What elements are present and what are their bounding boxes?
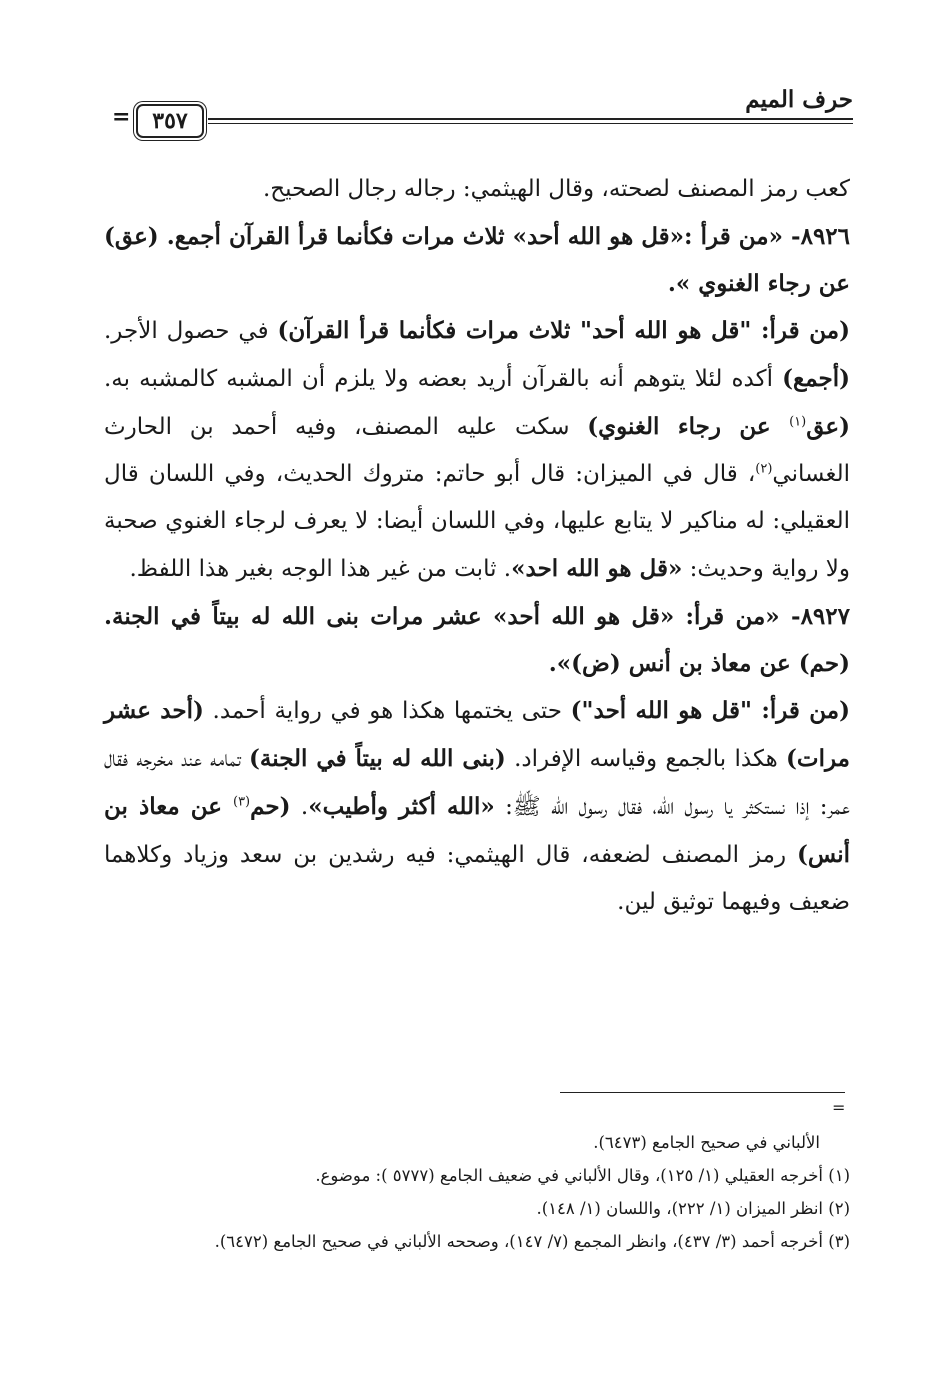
commentary-text: أكده لئلا يتوهم أنه بالقرآن أريد بعضه ولا يلزم أن المشبه كالمشبه به. (104, 366, 783, 392)
commentary-text: . ثابت من غير هذا الوجه بغير هذا اللفظ. (129, 556, 512, 582)
hadith-8926: ٨٩٢٦- «من قرأ :«قل هو الله أحد» ثلاث مرات فكأنما قرأ القرآن أجمع. (عق) عن رجاء الغنوي ». (104, 223, 851, 297)
lemma-text: "قل هو الله أحد") (570, 697, 752, 724)
continuation-line: كعب رمز المصنف لصحته، وقال الهيثمي: رجاله رجال الصحيح. (262, 176, 850, 202)
lemma-text: عن معاذ بن أنس) (104, 793, 850, 868)
lemma-text: (بنى الله له بيتاً في الجنة) (249, 745, 506, 772)
lemma-text: (من قرأ: (751, 317, 850, 344)
footnote-3: (٣) أخرجه أحمد (٣/ ٤٣٧)، وانظر المجمع (٧/ ١٤٧)، وصححه الألباني في صحيح الجامع (٦٤٧٢). (214, 1232, 850, 1251)
header-eq-mark: = (112, 104, 131, 130)
footnote-ref-1: (١) (789, 414, 807, 430)
lemma-text: «قل هو الله احد» (511, 555, 683, 582)
footnote-continuation: الألباني في صحيح الجامع (٦٤٧٣). (593, 1133, 820, 1152)
commentary-8926 (104, 307, 850, 593)
commentary-text: سكت عليه المصنف، وفيه أحمد بن الحارث الغساني (104, 414, 850, 487)
lemma-text: "قل هو الله أحد" ثلاث مرات فكأنما قرأ القرآن) (277, 317, 752, 344)
commentary-text: رمز المصنف لضعفه، قال الهيثمي: فيه رشدين بن سعد وزياد وكلاهما ضعيف وفيهما توثيق لين. (104, 842, 850, 915)
lemma-text: عن رجاء الغنوي) (587, 413, 790, 440)
header-rule-thin (208, 123, 853, 124)
commentary-text: . (290, 794, 309, 820)
commentary-text: تمامه عند مخرجه فقال عمر: إذا نستكثر يا رسول الله، فقال رسول الله ﷺ: (104, 746, 850, 820)
page-number: ٣٥٧ (136, 104, 204, 138)
commentary-text: حتى يختمها هكذا هو في رواية أحمد. (203, 698, 571, 724)
hadith-8927: ٨٩٢٧- «من قرأ: «قل هو الله أحد» عشر مرات بنى الله له بيتاً في الجنة. (حم) عن معاذ بن أنس (ض)». (104, 603, 850, 677)
footnotes (104, 1126, 850, 1258)
lemma-text: «الله أكثر وأطيب» (308, 793, 495, 820)
main-text (104, 166, 850, 926)
footnote-2: (٢) انظر الميزان (١/ ٢٢٢)، واللسان (١/ ١٤٨). (536, 1199, 850, 1218)
commentary-text: في حصول الأجر. (104, 318, 278, 344)
commentary-text: هكذا بالجمع وقياسه الإفراد. (505, 746, 787, 772)
footnote-eq-mark: = (832, 1098, 846, 1117)
footnote-ref-2: (٢) (755, 461, 773, 477)
footnote-1: (١) أخرجه العقيلي (١/ ١٢٥)، وقال الألباني في ضعيف الجامع (٥٧٧٧ ): موضوع. (315, 1166, 850, 1185)
footnote-ref-3: (٣) (232, 794, 251, 810)
page-header (108, 82, 853, 142)
lemma-text: (عق (806, 413, 850, 440)
commentary-8927 (104, 687, 850, 926)
lemma-text: (أجمع) (782, 365, 850, 392)
lemma-text: (من قرأ: (752, 697, 850, 724)
commentary-text: ، قال في الميزان: قال أبو حاتم: متروك الحديث، وفي اللسان قال العقيلي: له مناكير لا يتابع عليها، وفي اللسان أيضا: لا يعرف لرجاء الغنوي صحبة ولا رواية وحديث: (104, 461, 850, 582)
lemma-text: (أحد عشر مرات) (104, 697, 850, 772)
footnote-divider (560, 1092, 845, 1093)
running-title: حرف الميم (745, 86, 853, 113)
lemma-text: (حم (250, 793, 291, 820)
header-rule-thick (208, 118, 853, 120)
